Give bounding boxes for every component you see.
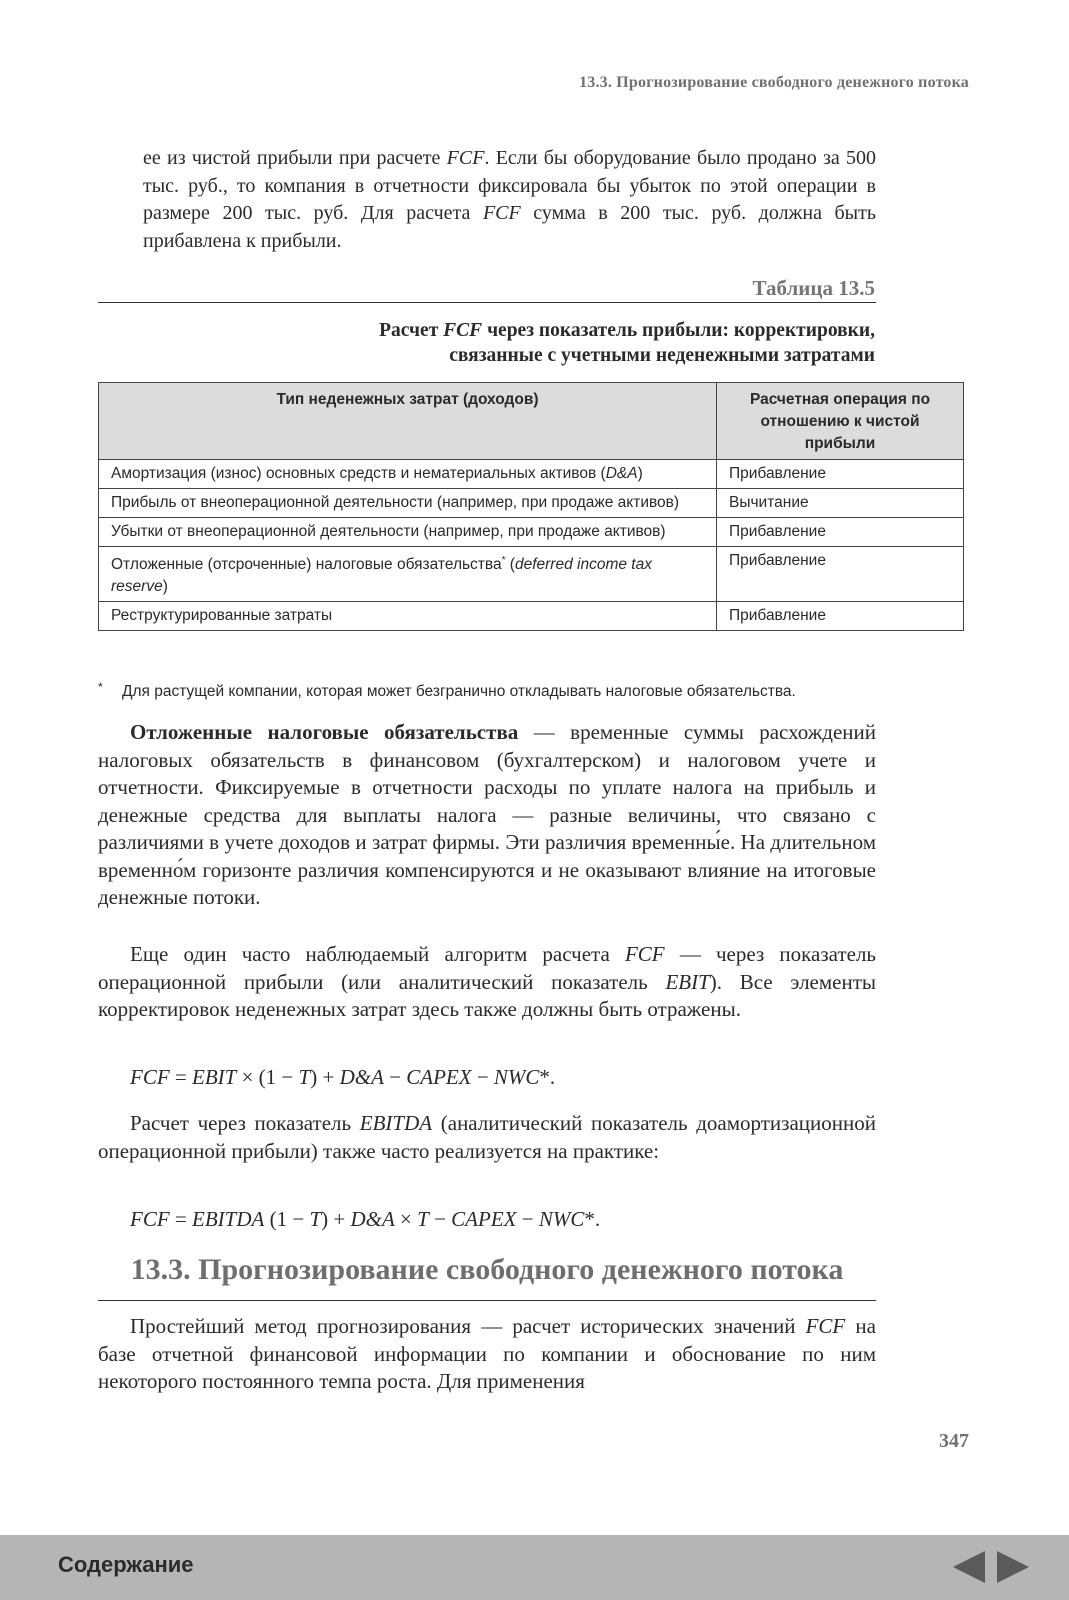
table-row [99,460,964,489]
table-title: Расчет FCF через показатель прибыли: корректировки, связанные с учетными неденежными затратами [379,320,875,366]
table-cell-operation: Прибавление [717,602,964,631]
footnote-reference: * [501,555,506,566]
footnote-text: Для растущей компании, которая может безгранично откладывать налоговые обязательства. [122,683,796,700]
table-row [99,547,964,602]
footnote-mark: * [98,680,103,694]
table-cell-type: Отложенные (отсроченные) налоговые обязательства* (deferred income tax reserve) [99,547,717,602]
table-row [99,602,964,631]
table-cell-type: Амортизация (износ) основных средств и нематериальных активов (D&A) [99,460,717,489]
formula-ebit: FCF = EBIT × (1 − T) + D&A − CAPEX − NWC*. [130,1065,556,1089]
table-cell-type: Реструктурированные затраты [99,602,717,631]
footer-nav-bar [0,1535,1069,1600]
table-header-operation: Расчетная операция по отношению к чистой прибыли [717,383,964,460]
ebitda-paragraph: Расчет через показатель EBITDA (аналитический показатель доамортизационной операционной прибыли) также часто реализуется на практике: [98,1111,876,1163]
table-row [99,489,964,518]
table-number: Таблица 13.5 [752,276,875,300]
table-row [99,518,964,547]
table-top-rule [98,302,876,303]
page-number: 347 [939,1430,969,1452]
table-header-type: Тип неденежных затрат (доходов) [99,383,717,460]
arrow-right-icon[interactable] [997,1551,1029,1583]
running-head: 13.3. Прогнозирование свободного денежного потока [579,74,969,91]
ebit-paragraph: Еще один часто наблюдаемый алгоритм расчета FCF — через показатель операционной прибыли (или аналитический показатель EBIT). Все элементы корректировок неденежных затрат здесь также должны быть отражены. [98,942,877,1021]
deferred-tax-term: Отложенные налоговые обязательства [130,720,519,744]
table-cell-operation: Прибавление [717,547,964,602]
table-header-row [99,383,964,460]
table-cell-operation: Прибавление [717,518,964,547]
table-cell-operation: Вычитание [717,489,964,518]
data-table [98,382,964,631]
arrow-left-icon[interactable] [953,1551,985,1583]
formula-ebitda: FCF = EBITDA (1 − T) + D&A × T − CAPEX − NWC*. [130,1207,601,1231]
table-cell-operation: Прибавление [717,460,964,489]
section-title: 13.3. Прогнозирование свободного денежного потока [130,1253,844,1286]
table-cell-type: Прибыль от внеоперационной деятельности (например, при продаже активов) [99,489,717,518]
section-paragraph: Простейший метод прогнозирования — расчет исторических значений FCF на базе отчетной финансовой информации по компании и обоснование по ним некоторого постоянного темпа роста. Для применения [98,1314,876,1393]
intro-paragraph: ее из чистой прибыли при расчете FCF. Если бы оборудование было продано за 500 тыс. руб., то компания в отчетности фиксировала бы убыток по этой операции в размере 200 тыс. руб. Для расчета FCF сумма в 200 тыс. руб. должна быть прибавлена к прибыли. [143,147,876,252]
table-of-contents-link[interactable]: Содержание [58,1552,194,1577]
deferred-tax-paragraph: Отложенные налоговые обязательства — временные суммы расхождений налоговых обязательств в финансовом (бухгалтерском) и налоговом учете и отчетности. Фиксируемые в отчетности расходы по уплате налога на прибыль и денежные средства для выплаты налога — разные величины, что связано с различиями в учете доходов и затрат фирмы. Эти различия временные. На длительном временном горизонте различия компенсируются и не оказывают влияние на итоговые денежные потоки. [98,720,877,909]
section-rule [98,1300,876,1301]
table-cell-type: Убытки от внеоперационной деятельности (например, при продаже активов) [99,518,717,547]
